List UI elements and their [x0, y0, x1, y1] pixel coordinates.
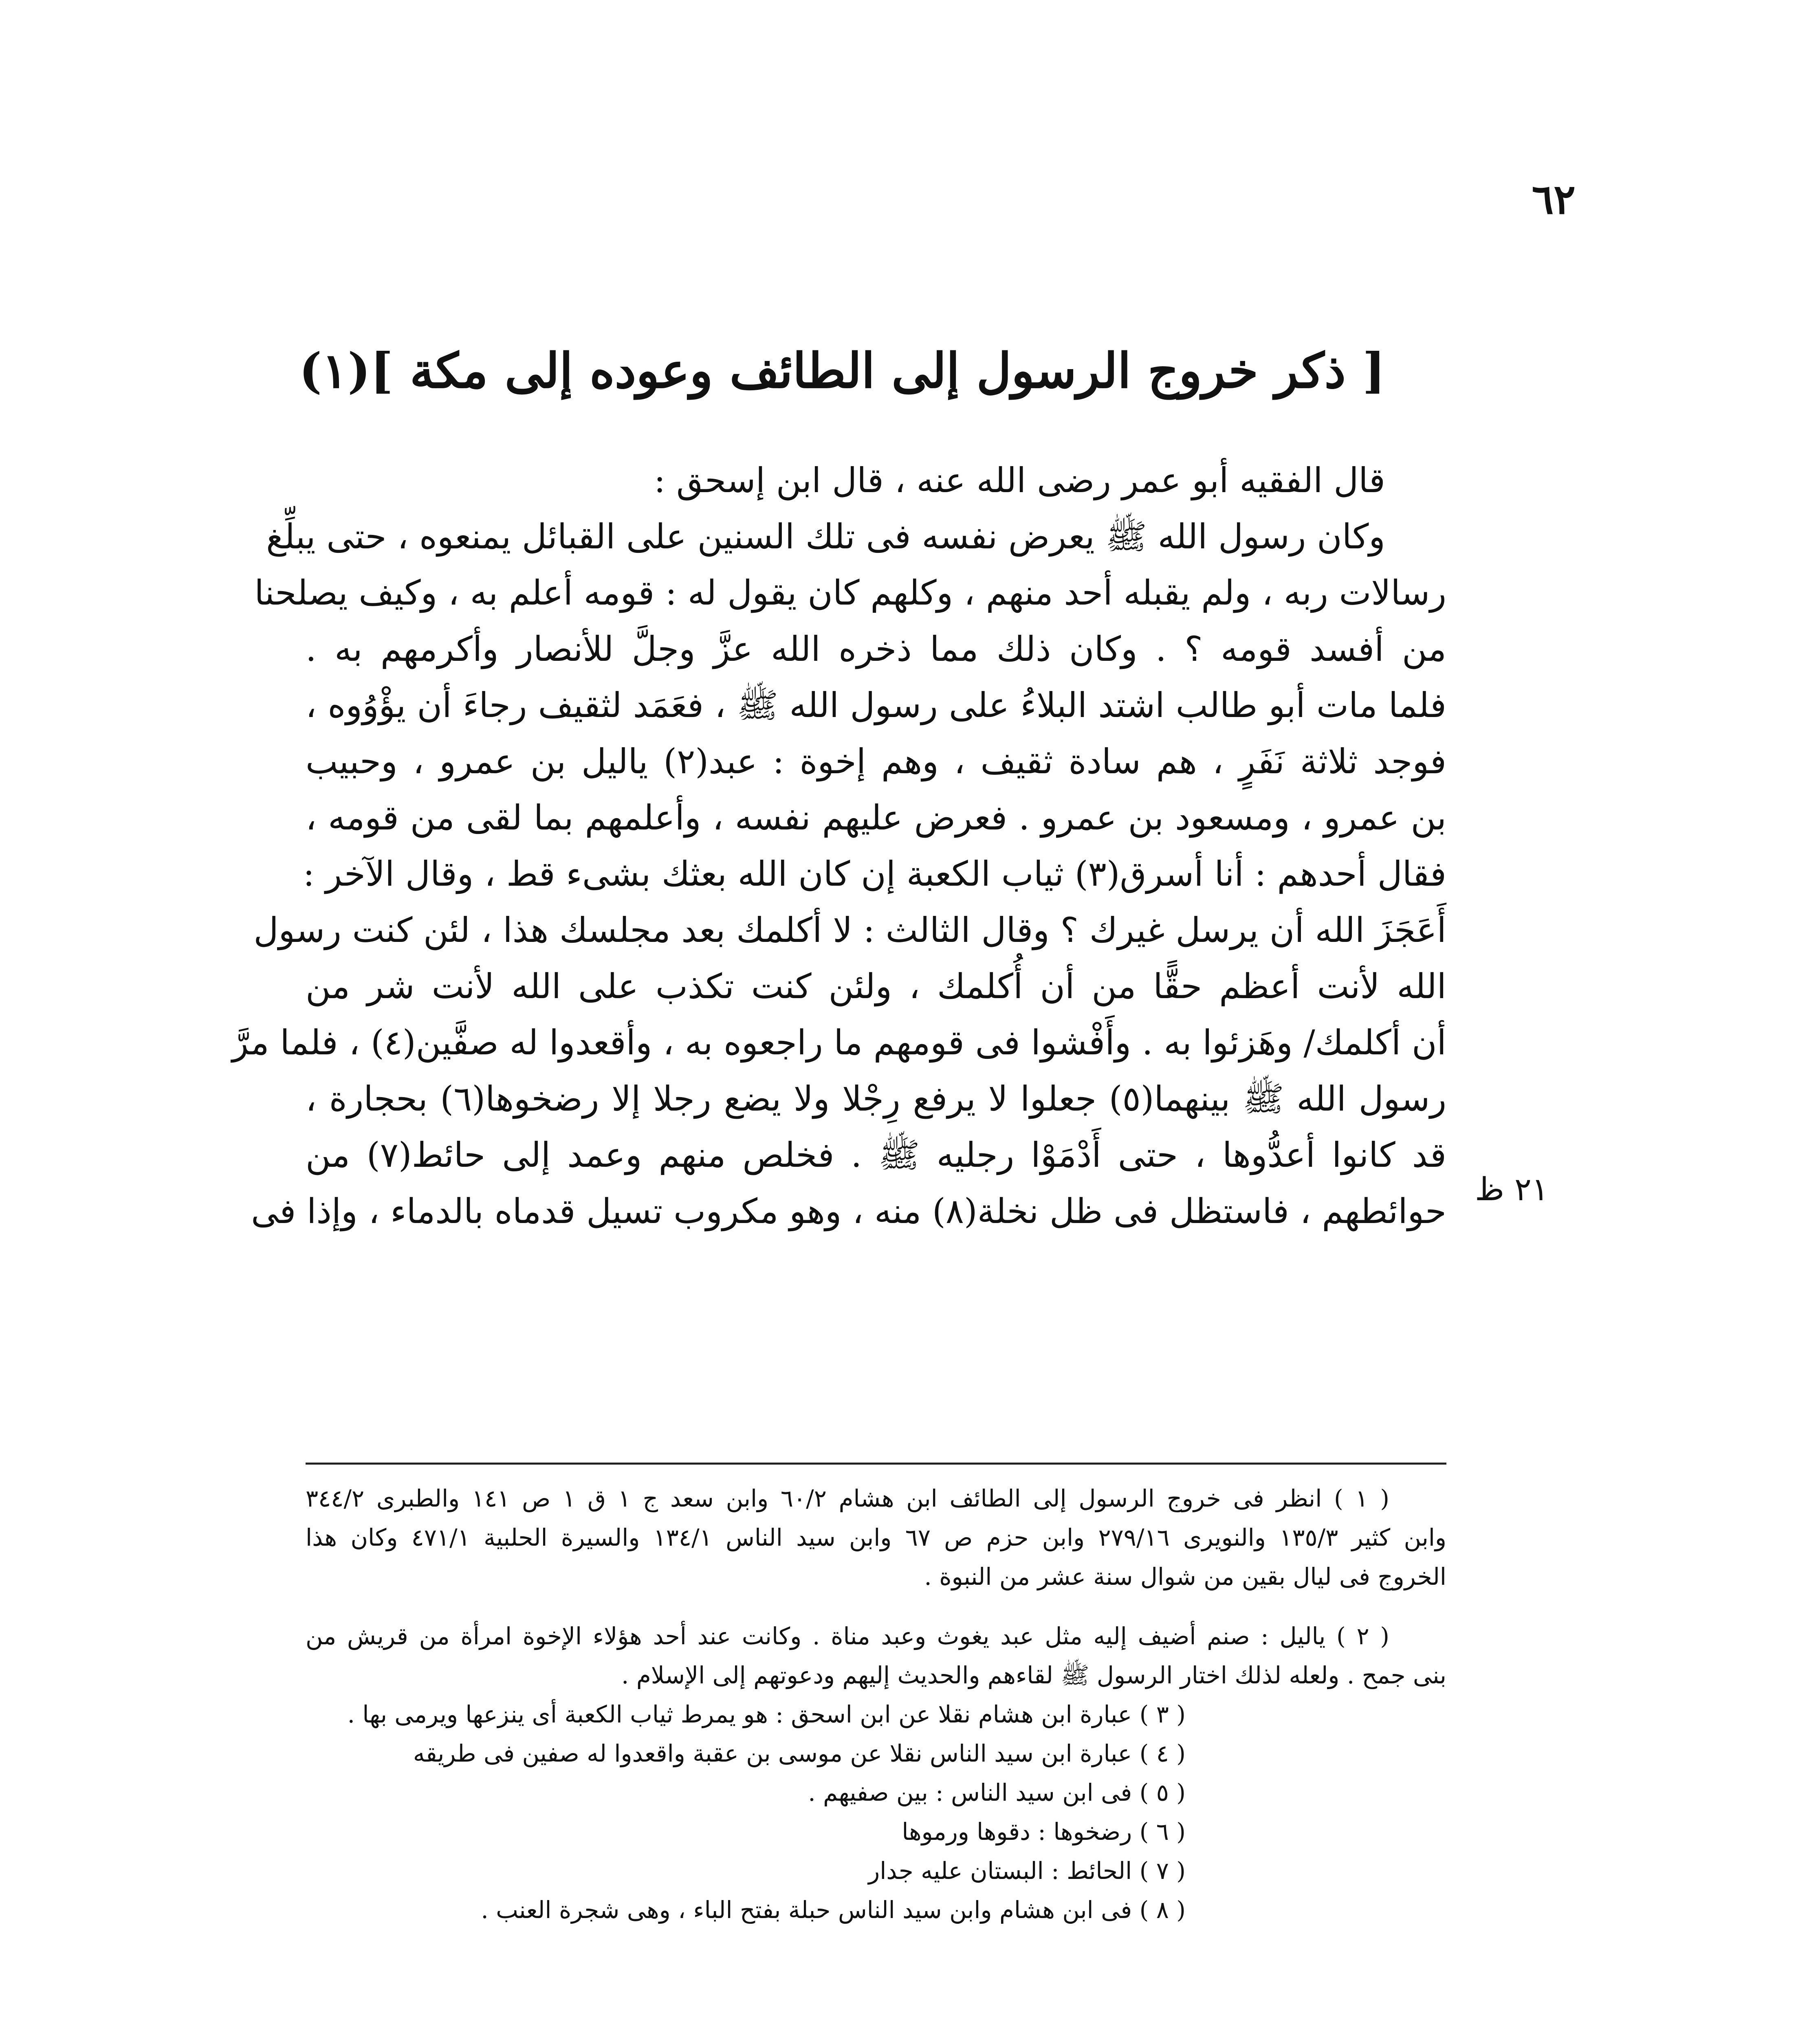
footnote-line: الخروج فى ليال بقين من شوال سنة عشر من النبوة . — [924, 1563, 1446, 1590]
footnote-separator — [306, 1463, 1446, 1465]
footnote-6: ( ٦ ) رضخوها : دقوها ورموها — [902, 1818, 1186, 1846]
body-text — [232, 452, 1447, 1239]
footnote-line: ( ٢ ) ياليل : صنم أضيف إليه مثل عبد يغوث وعبد مناة . وكانت عند أحد هؤلاء الإخوة امرأة من قريش من — [306, 1622, 1389, 1650]
body-line: أن أكلمك/ وهَزئوا به . وأَفْشوا فى قومهم ما راجعوه به ، وأقعدوا له صفَّين(٤) ، فلما مرَّ — [232, 1023, 1446, 1062]
footnote-line: ( ١ ) انظر فى خروج الرسول إلى الطائف ابن هشام ٦٠/٢ وابن سعد ج ١ ق ١ ص ١٤١ والطبرى ٣٤٤/٢ — [306, 1485, 1390, 1512]
body-line: من أفسد قومه ؟ . وكان ذلك مما ذخره الله عزَّ وجلَّ للأنصار وأكرمهم به . — [306, 629, 1446, 669]
body-line: الله لأنت أعظم حقًّا من أن أُكلمك ، ولئن كنت تكذب على الله لأنت شر من — [306, 966, 1446, 1006]
body-line: قال الفقيه أبو عمر رضى الله عنه ، قال ابن إسحق : — [654, 460, 1385, 500]
footnote-line: بنى جمح . ولعله لذلك اختار الرسول ﷺ لقاءهم والحديث إليهم ودعوتهم إلى الإسلام . — [621, 1661, 1446, 1689]
body-line: أَعَجَزَ الله أن يرسل غيرك ؟ وقال الثالث : لا أكلمك بعد مجلسك هذا ، لئن كنت رسول — [253, 910, 1446, 950]
body-line: فقال أحدهم : أنا أسرق(٣) ثياب الكعبة إن كان الله بعثك بشىء قط ، وقال الآخر : — [303, 854, 1446, 894]
body-line: فوجد ثلاثة نَفَرٍ ، هم سادة ثقيف ، وهم إخوة : عبد(٢) ياليل بن عمرو ، وحبيب — [306, 741, 1447, 781]
body-line: بن عمرو ، ومسعود بن عمرو . فعرض عليهم نفسه ، وأعلمهم بما لقى من قومه ، — [306, 798, 1446, 838]
footnote-7: ( ٧ ) الحائط : البستان عليه جدار — [868, 1857, 1186, 1885]
body-line: حوائطهم ، فاستظل فى ظل نخلة(٨) منه ، وهو مكروب تسيل قدماه بالدماء ، وإذا فى — [251, 1191, 1446, 1231]
section-title: [ ذكر خروج الرسول إلى الطائف وعوده إلى مكة ](١) — [299, 342, 1385, 399]
footnotes — [306, 1479, 1446, 1929]
footnote-line: وابن كثير ١٣٥/٣ والنويرى ٢٧٩/١٦ وابن حزم ص ٦٧ وابن سيد الناس ١٣٤/١ والسيرة الحلبية ٤٧١/١ وكان هذا — [306, 1524, 1446, 1551]
footnote-8: ( ٨ ) فى ابن هشام وابن سيد الناس حبلة بفتح الباء ، وهى شجرة العنب . — [481, 1896, 1186, 1924]
footnote-5: ( ٥ ) فى ابن سيد الناس : بين صفيهم . — [808, 1779, 1186, 1806]
footnote-2 — [306, 1617, 1446, 1695]
body-line: قد كانوا أعدُّوها ، حتى أَدْمَوْا رجليه ﷺ . فخلص منهم وعمد إلى حائط(٧) من — [306, 1135, 1446, 1175]
body-line: وكان رسول الله ﷺ يعرض نفسه فى تلك السنين على القبائل يمنعوه ، حتى يبلِّغ — [266, 517, 1385, 557]
page-number: ٦٢ — [1532, 175, 1576, 223]
body-line: رسول الله ﷺ بينهما(٥) جعلوا لا يرفع رِجْلا ولا يضع رجلا إلا رضخوها(٦) بحجارة ، — [306, 1079, 1447, 1119]
body-line: رسالات ربه ، ولم يقبله أحد منهم ، وكلهم كان يقول له : قومه أعلم به ، وكيف يصلحنا — [254, 573, 1446, 613]
footnote-3: ( ٣ ) عبارة ابن هشام نقلا عن ابن اسحق : هو يمرط ثياب الكعبة أى ينزعها ويرمى بها . — [347, 1700, 1186, 1728]
body-line: فلما مات أبو طالب اشتد البلاءُ على رسول الله ﷺ ، فعَمَد لثقيف رجاءَ أن يؤْوُوه ، — [306, 685, 1446, 725]
footnote-4: ( ٤ ) عبارة ابن سيد الناس نقلا عن موسى بن عقبة واقعدوا له صفين فى طريقه — [413, 1740, 1186, 1767]
footnote-1 — [306, 1479, 1446, 1596]
manuscript-folio-note: ٢١ ظ — [1475, 1171, 1549, 1208]
